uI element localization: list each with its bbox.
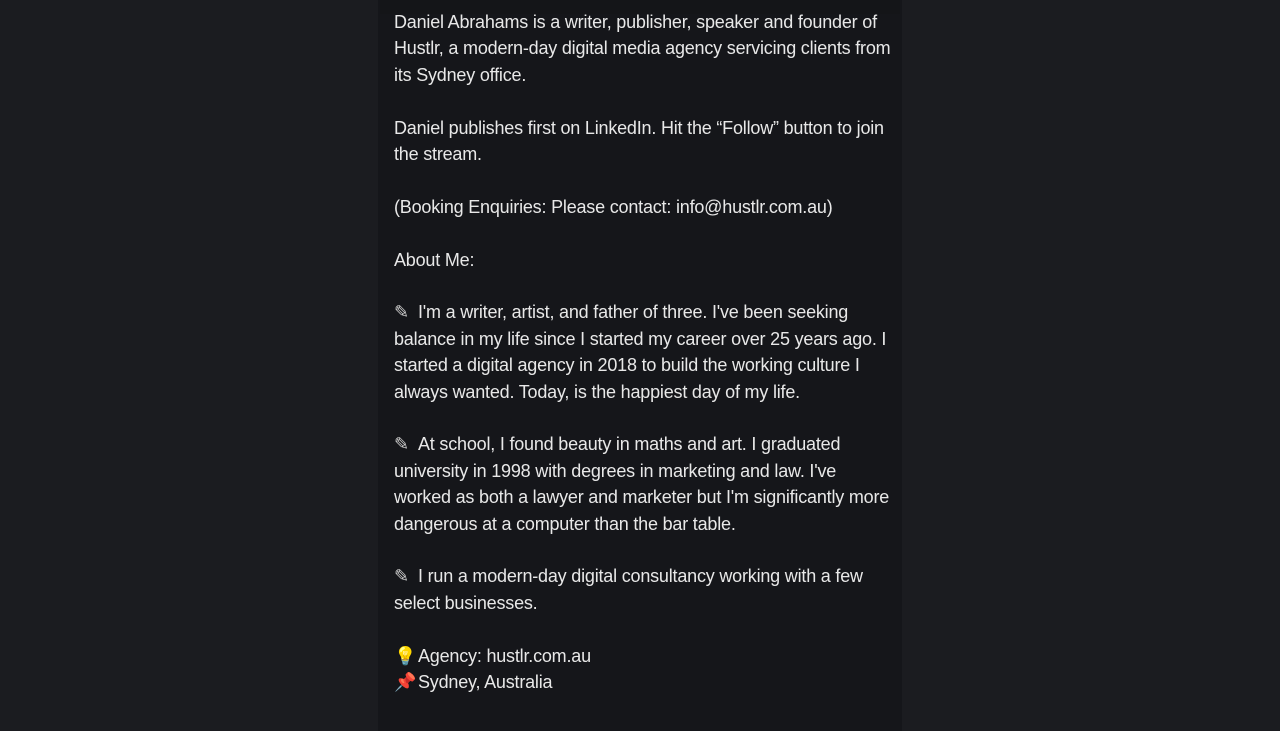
agency-line — [394, 643, 894, 669]
about-bullet-text: I'm a writer, artist, and father of three. I've been seeking balance in my life since I started my career over 25 years ago. I started a digital agency in 2018 to build the working culture I always wanted. Today, is the happiest day of my life. — [394, 302, 887, 402]
bio-linkedin: Daniel publishes first on LinkedIn. Hit the “Follow” button to join the stream. — [394, 117, 884, 165]
about-heading: About Me: — [394, 249, 475, 270]
about-bullet — [394, 299, 894, 405]
lightbulb-icon: 💡 — [394, 645, 417, 666]
bio-content — [394, 9, 894, 695]
pencil-icon: ✎ — [394, 566, 409, 587]
about-bullet-text: I run a modern-day digital consultancy working with a few select businesses. — [394, 566, 863, 613]
pushpin-icon: 📌 — [394, 672, 417, 693]
pencil-icon: ✎ — [394, 302, 409, 323]
about-bullet — [394, 563, 894, 616]
about-bullet — [394, 431, 894, 537]
pencil-icon: ✎ — [394, 434, 409, 455]
booking-enquiries: (Booking Enquiries: Please contact: info@hustlr.com.au) — [394, 196, 833, 217]
location-line — [394, 669, 894, 695]
location-text: Sydney, Australia — [418, 672, 553, 693]
bio-intro: Daniel Abrahams is a writer, publisher, speaker and founder of Hustlr, a modern-day digital media agency servicing clients from its Sydney office. — [394, 12, 891, 85]
about-bullet-text: At school, I found beauty in maths and art. I graduated university in 1998 with degrees in marketing and law. I've worked as both a lawyer and marketer but I'm significantly more dangerous at a computer than the bar table. — [394, 434, 890, 534]
agency-link[interactable]: Agency: hustlr.com.au — [418, 645, 591, 666]
